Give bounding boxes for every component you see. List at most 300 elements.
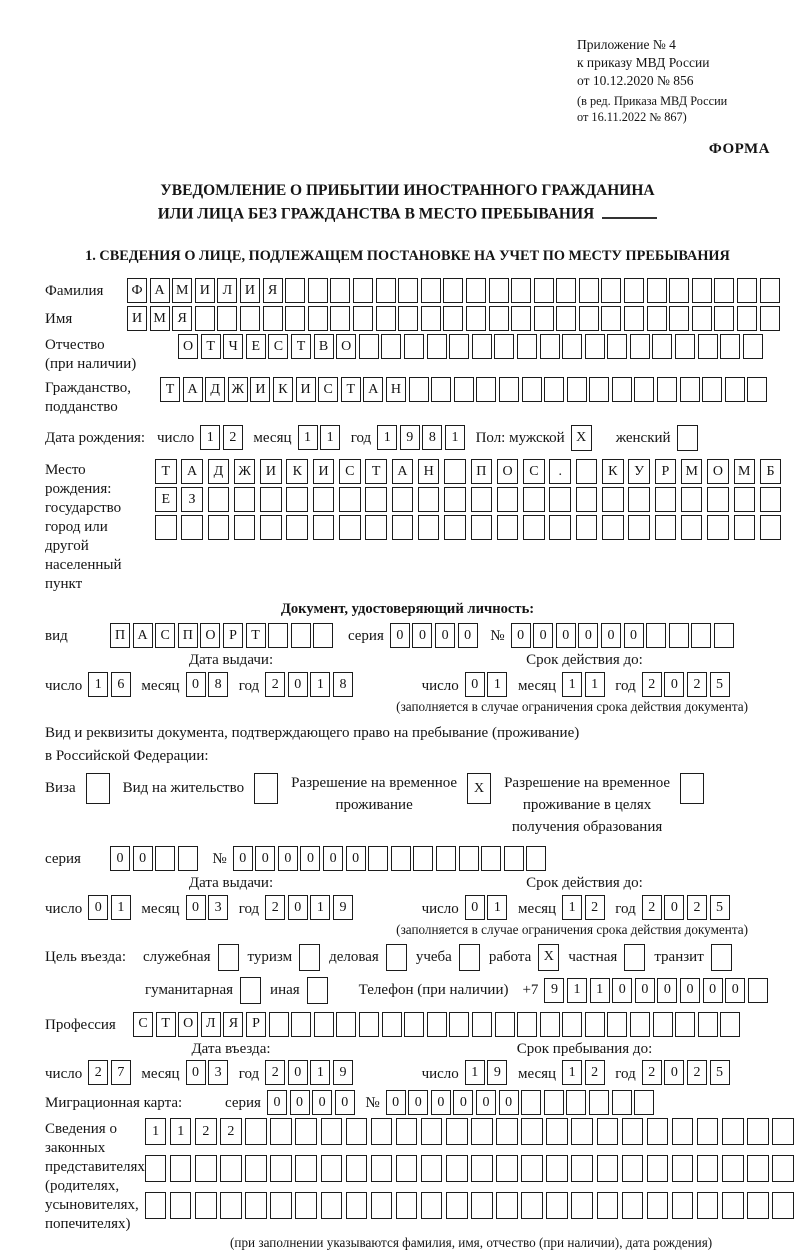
char-box[interactable] <box>511 306 531 331</box>
char-box[interactable] <box>622 1118 644 1145</box>
char-box[interactable]: 5 <box>710 1060 730 1085</box>
char-box[interactable]: Я <box>263 278 283 303</box>
char-box[interactable]: 1 <box>145 1118 167 1145</box>
char-box[interactable] <box>630 334 650 359</box>
char-box[interactable] <box>368 846 388 871</box>
char-box[interactable] <box>544 377 564 402</box>
char-box[interactable]: Р <box>246 1012 266 1037</box>
char-box[interactable] <box>396 1155 418 1182</box>
char-box[interactable] <box>353 278 373 303</box>
char-box[interactable] <box>353 306 373 331</box>
char-box[interactable] <box>195 1155 217 1182</box>
char-box[interactable]: 1 <box>445 425 465 450</box>
char-box[interactable] <box>291 1012 311 1037</box>
char-box[interactable] <box>471 1192 493 1219</box>
char-box[interactable]: 9 <box>487 1060 507 1085</box>
char-box[interactable]: 2 <box>223 425 243 450</box>
char-box[interactable]: 6 <box>111 672 131 697</box>
char-box[interactable]: 1 <box>88 672 108 697</box>
char-box[interactable] <box>743 334 763 359</box>
char-box[interactable] <box>376 306 396 331</box>
char-box[interactable]: 0 <box>386 1090 406 1115</box>
char-box[interactable] <box>381 334 401 359</box>
char-box[interactable] <box>444 459 466 484</box>
char-box[interactable]: 0 <box>431 1090 451 1115</box>
char-box[interactable]: 8 <box>333 672 353 697</box>
char-box[interactable] <box>295 1118 317 1145</box>
char-box[interactable] <box>523 515 545 540</box>
char-box[interactable]: Д <box>208 459 230 484</box>
char-box[interactable] <box>772 1192 794 1219</box>
char-box[interactable]: 1 <box>377 425 397 450</box>
char-box[interactable]: И <box>250 377 270 402</box>
char-box[interactable] <box>291 623 311 648</box>
char-box[interactable] <box>443 306 463 331</box>
char-box[interactable]: 0 <box>278 846 298 871</box>
char-box[interactable]: Т <box>291 334 311 359</box>
char-box[interactable] <box>494 334 514 359</box>
char-box[interactable]: С <box>268 334 288 359</box>
char-box[interactable]: О <box>200 623 220 648</box>
char-box[interactable]: 0 <box>556 623 576 648</box>
char-box[interactable] <box>321 1192 343 1219</box>
char-box[interactable] <box>549 515 571 540</box>
char-box[interactable] <box>308 306 328 331</box>
char-box[interactable]: 0 <box>578 623 598 648</box>
char-box[interactable] <box>722 1118 744 1145</box>
char-box[interactable] <box>672 1155 694 1182</box>
char-box[interactable]: Я <box>223 1012 243 1037</box>
char-box[interactable] <box>521 1090 541 1115</box>
char-box[interactable]: С <box>318 377 338 402</box>
char-box[interactable]: 1 <box>487 895 507 920</box>
char-box[interactable] <box>546 1155 568 1182</box>
char-box[interactable]: 0 <box>412 623 432 648</box>
char-box[interactable] <box>170 1192 192 1219</box>
char-box[interactable] <box>472 1012 492 1037</box>
char-box[interactable] <box>579 306 599 331</box>
char-box[interactable]: 0 <box>186 895 206 920</box>
char-box[interactable]: 0 <box>346 846 366 871</box>
char-box[interactable]: Т <box>246 623 266 648</box>
char-box[interactable] <box>443 278 463 303</box>
char-box[interactable] <box>680 377 700 402</box>
char-box[interactable] <box>748 978 768 1003</box>
char-box[interactable] <box>371 1118 393 1145</box>
char-box[interactable] <box>444 487 466 512</box>
char-box[interactable] <box>145 1192 167 1219</box>
option-checkbox[interactable] <box>459 944 480 971</box>
char-box[interactable]: 3 <box>208 895 228 920</box>
char-box[interactable] <box>268 623 288 648</box>
char-box[interactable] <box>404 1012 424 1037</box>
char-box[interactable] <box>544 1090 564 1115</box>
char-box[interactable] <box>339 487 361 512</box>
char-box[interactable] <box>737 278 757 303</box>
char-box[interactable] <box>270 1155 292 1182</box>
char-box[interactable] <box>418 515 440 540</box>
char-box[interactable] <box>647 278 667 303</box>
char-box[interactable]: Н <box>386 377 406 402</box>
char-box[interactable]: К <box>286 459 308 484</box>
char-box[interactable]: М <box>172 278 192 303</box>
char-box[interactable] <box>195 306 215 331</box>
char-box[interactable] <box>396 1118 418 1145</box>
char-box[interactable] <box>449 334 469 359</box>
char-box[interactable] <box>747 377 767 402</box>
char-box[interactable] <box>145 1155 167 1182</box>
char-box[interactable]: 2 <box>265 895 285 920</box>
char-box[interactable] <box>459 846 479 871</box>
char-box[interactable]: 1 <box>465 1060 485 1085</box>
char-box[interactable]: 0 <box>267 1090 287 1115</box>
char-box[interactable]: М <box>734 459 756 484</box>
char-box[interactable] <box>392 487 414 512</box>
char-box[interactable]: 0 <box>133 846 153 871</box>
char-box[interactable] <box>669 306 689 331</box>
char-box[interactable] <box>556 278 576 303</box>
char-box[interactable] <box>669 278 689 303</box>
char-box[interactable] <box>208 515 230 540</box>
char-box[interactable] <box>245 1192 267 1219</box>
char-box[interactable] <box>260 487 282 512</box>
char-box[interactable]: Р <box>223 623 243 648</box>
char-box[interactable]: У <box>628 459 650 484</box>
char-box[interactable] <box>697 1155 719 1182</box>
char-box[interactable] <box>647 1118 669 1145</box>
char-box[interactable] <box>489 306 509 331</box>
char-box[interactable] <box>391 846 411 871</box>
char-box[interactable] <box>436 846 456 871</box>
temp-residence-education-checkbox[interactable] <box>680 773 704 804</box>
char-box[interactable]: 2 <box>195 1118 217 1145</box>
char-box[interactable] <box>655 515 677 540</box>
option-checkbox[interactable]: X <box>538 944 559 971</box>
char-box[interactable] <box>504 846 524 871</box>
char-box[interactable] <box>444 515 466 540</box>
char-box[interactable]: 0 <box>88 895 108 920</box>
char-box[interactable]: 2 <box>687 1060 707 1085</box>
char-box[interactable]: П <box>471 459 493 484</box>
char-box[interactable] <box>622 1155 644 1182</box>
char-box[interactable]: И <box>240 278 260 303</box>
char-box[interactable] <box>576 515 598 540</box>
char-box[interactable] <box>285 306 305 331</box>
char-box[interactable]: Т <box>156 1012 176 1037</box>
char-box[interactable] <box>270 1192 292 1219</box>
char-box[interactable]: М <box>150 306 170 331</box>
char-box[interactable] <box>697 1118 719 1145</box>
char-box[interactable] <box>579 278 599 303</box>
char-box[interactable]: 0 <box>255 846 275 871</box>
char-box[interactable] <box>522 377 542 402</box>
char-box[interactable] <box>760 515 782 540</box>
char-box[interactable] <box>585 334 605 359</box>
char-box[interactable]: 5 <box>710 672 730 697</box>
char-box[interactable]: 0 <box>635 978 655 1003</box>
char-box[interactable] <box>446 1192 468 1219</box>
char-box[interactable]: 7 <box>111 1060 131 1085</box>
residence-permit-checkbox[interactable] <box>254 773 278 804</box>
char-box[interactable] <box>647 1192 669 1219</box>
char-box[interactable] <box>597 1155 619 1182</box>
char-box[interactable]: Р <box>655 459 677 484</box>
char-box[interactable]: 2 <box>585 1060 605 1085</box>
char-box[interactable] <box>681 487 703 512</box>
char-box[interactable] <box>597 1118 619 1145</box>
char-box[interactable]: 0 <box>465 672 485 697</box>
char-box[interactable] <box>471 1155 493 1182</box>
char-box[interactable] <box>521 1155 543 1182</box>
char-box[interactable] <box>270 1118 292 1145</box>
char-box[interactable] <box>589 377 609 402</box>
char-box[interactable] <box>523 487 545 512</box>
char-box[interactable] <box>155 846 175 871</box>
option-checkbox[interactable] <box>711 944 732 971</box>
char-box[interactable] <box>321 1155 343 1182</box>
char-box[interactable]: А <box>392 459 414 484</box>
char-box[interactable] <box>376 278 396 303</box>
char-box[interactable] <box>446 1155 468 1182</box>
visa-checkbox[interactable] <box>86 773 110 804</box>
char-box[interactable] <box>681 515 703 540</box>
char-box[interactable]: 2 <box>642 1060 662 1085</box>
char-box[interactable] <box>624 306 644 331</box>
char-box[interactable] <box>208 487 230 512</box>
char-box[interactable] <box>562 1012 582 1037</box>
char-box[interactable]: 1 <box>320 425 340 450</box>
char-box[interactable] <box>628 487 650 512</box>
char-box[interactable]: 2 <box>220 1118 242 1145</box>
char-box[interactable]: 0 <box>288 1060 308 1085</box>
char-box[interactable]: 8 <box>208 672 228 697</box>
char-box[interactable]: 0 <box>186 672 206 697</box>
char-box[interactable]: 2 <box>265 672 285 697</box>
char-box[interactable] <box>760 278 780 303</box>
char-box[interactable] <box>286 515 308 540</box>
male-checkbox[interactable]: X <box>571 425 592 451</box>
char-box[interactable] <box>472 334 492 359</box>
char-box[interactable]: С <box>339 459 361 484</box>
char-box[interactable] <box>321 1118 343 1145</box>
char-box[interactable]: 1 <box>590 978 610 1003</box>
char-box[interactable]: 8 <box>422 425 442 450</box>
char-box[interactable]: 0 <box>288 672 308 697</box>
char-box[interactable]: 1 <box>487 672 507 697</box>
char-box[interactable] <box>549 487 571 512</box>
char-box[interactable] <box>499 377 519 402</box>
char-box[interactable] <box>647 306 667 331</box>
char-box[interactable] <box>698 1012 718 1037</box>
char-box[interactable]: С <box>133 1012 153 1037</box>
char-box[interactable] <box>449 1012 469 1037</box>
char-box[interactable]: Т <box>365 459 387 484</box>
char-box[interactable] <box>404 334 424 359</box>
char-box[interactable] <box>601 306 621 331</box>
char-box[interactable] <box>747 1155 769 1182</box>
char-box[interactable] <box>546 1192 568 1219</box>
char-box[interactable] <box>714 278 734 303</box>
char-box[interactable] <box>672 1192 694 1219</box>
char-box[interactable] <box>607 334 627 359</box>
char-box[interactable]: 0 <box>601 623 621 648</box>
char-box[interactable] <box>454 377 474 402</box>
char-box[interactable]: А <box>133 623 153 648</box>
char-box[interactable] <box>692 278 712 303</box>
char-box[interactable]: Ч <box>223 334 243 359</box>
char-box[interactable] <box>220 1192 242 1219</box>
char-box[interactable]: 0 <box>664 672 684 697</box>
char-box[interactable] <box>655 487 677 512</box>
char-box[interactable] <box>760 487 782 512</box>
char-box[interactable]: С <box>523 459 545 484</box>
char-box[interactable] <box>657 377 677 402</box>
char-box[interactable]: П <box>178 623 198 648</box>
char-box[interactable]: 2 <box>88 1060 108 1085</box>
char-box[interactable] <box>602 487 624 512</box>
char-box[interactable]: К <box>602 459 624 484</box>
char-box[interactable] <box>245 1118 267 1145</box>
char-box[interactable] <box>534 306 554 331</box>
char-box[interactable]: 0 <box>465 895 485 920</box>
char-box[interactable] <box>496 1192 518 1219</box>
char-box[interactable]: Т <box>341 377 361 402</box>
char-box[interactable]: 9 <box>333 1060 353 1085</box>
char-box[interactable]: Л <box>201 1012 221 1037</box>
char-box[interactable] <box>634 1090 654 1115</box>
char-box[interactable]: И <box>195 278 215 303</box>
char-box[interactable]: 2 <box>687 672 707 697</box>
char-box[interactable] <box>313 623 333 648</box>
char-box[interactable] <box>772 1155 794 1182</box>
char-box[interactable] <box>330 306 350 331</box>
char-box[interactable]: 0 <box>390 623 410 648</box>
char-box[interactable] <box>170 1155 192 1182</box>
char-box[interactable]: О <box>497 459 519 484</box>
char-box[interactable]: О <box>178 1012 198 1037</box>
char-box[interactable] <box>181 515 203 540</box>
char-box[interactable] <box>714 306 734 331</box>
char-box[interactable] <box>702 377 722 402</box>
char-box[interactable]: К <box>273 377 293 402</box>
char-box[interactable] <box>589 1090 609 1115</box>
char-box[interactable]: 0 <box>624 623 644 648</box>
char-box[interactable]: 0 <box>312 1090 332 1115</box>
option-checkbox[interactable] <box>240 977 261 1004</box>
char-box[interactable] <box>346 1192 368 1219</box>
char-box[interactable]: 2 <box>642 895 662 920</box>
char-box[interactable] <box>365 515 387 540</box>
char-box[interactable] <box>707 515 729 540</box>
char-box[interactable]: П <box>110 623 130 648</box>
char-box[interactable] <box>359 1012 379 1037</box>
char-box[interactable] <box>421 306 441 331</box>
char-box[interactable]: В <box>314 334 334 359</box>
char-box[interactable]: 9 <box>400 425 420 450</box>
char-box[interactable] <box>178 846 198 871</box>
char-box[interactable] <box>534 278 554 303</box>
char-box[interactable] <box>540 1012 560 1037</box>
char-box[interactable] <box>346 1155 368 1182</box>
char-box[interactable] <box>421 1118 443 1145</box>
char-box[interactable]: Е <box>155 487 177 512</box>
char-box[interactable] <box>195 1192 217 1219</box>
char-box[interactable] <box>612 1090 632 1115</box>
char-box[interactable] <box>339 515 361 540</box>
char-box[interactable] <box>495 1012 515 1037</box>
char-box[interactable]: 0 <box>300 846 320 871</box>
char-box[interactable] <box>722 1192 744 1219</box>
char-box[interactable]: 1 <box>298 425 318 450</box>
char-box[interactable] <box>431 377 451 402</box>
char-box[interactable] <box>234 515 256 540</box>
char-box[interactable] <box>245 1155 267 1182</box>
char-box[interactable] <box>511 278 531 303</box>
char-box[interactable]: О <box>707 459 729 484</box>
char-box[interactable]: 0 <box>458 623 478 648</box>
char-box[interactable] <box>496 1118 518 1145</box>
char-box[interactable] <box>526 846 546 871</box>
char-box[interactable] <box>398 278 418 303</box>
char-box[interactable] <box>646 623 666 648</box>
char-box[interactable] <box>647 1155 669 1182</box>
char-box[interactable] <box>392 515 414 540</box>
char-box[interactable]: 0 <box>664 895 684 920</box>
char-box[interactable] <box>622 1192 644 1219</box>
char-box[interactable] <box>418 487 440 512</box>
char-box[interactable] <box>396 1192 418 1219</box>
char-box[interactable]: 2 <box>687 895 707 920</box>
char-box[interactable] <box>371 1155 393 1182</box>
char-box[interactable] <box>722 1155 744 1182</box>
char-box[interactable] <box>220 1155 242 1182</box>
char-box[interactable] <box>446 1118 468 1145</box>
char-box[interactable] <box>720 1012 740 1037</box>
char-box[interactable] <box>496 1155 518 1182</box>
char-box[interactable] <box>521 1192 543 1219</box>
char-box[interactable] <box>330 278 350 303</box>
char-box[interactable] <box>672 1118 694 1145</box>
char-box[interactable]: 0 <box>435 623 455 648</box>
char-box[interactable]: 0 <box>680 978 700 1003</box>
char-box[interactable] <box>567 377 587 402</box>
char-box[interactable] <box>697 1192 719 1219</box>
char-box[interactable]: 0 <box>725 978 745 1003</box>
char-box[interactable]: О <box>336 334 356 359</box>
char-box[interactable] <box>675 1012 695 1037</box>
option-checkbox[interactable] <box>307 977 328 1004</box>
char-box[interactable] <box>556 306 576 331</box>
option-checkbox[interactable] <box>299 944 320 971</box>
char-box[interactable] <box>359 334 379 359</box>
char-box[interactable] <box>476 377 496 402</box>
female-checkbox[interactable] <box>677 425 698 451</box>
char-box[interactable]: 1 <box>310 672 330 697</box>
char-box[interactable] <box>546 1118 568 1145</box>
char-box[interactable] <box>517 1012 537 1037</box>
char-box[interactable] <box>698 334 718 359</box>
char-box[interactable] <box>612 377 632 402</box>
char-box[interactable] <box>521 1118 543 1145</box>
char-box[interactable]: А <box>363 377 383 402</box>
char-box[interactable] <box>737 306 757 331</box>
char-box[interactable] <box>346 1118 368 1145</box>
char-box[interactable]: Е <box>246 334 266 359</box>
char-box[interactable] <box>747 1118 769 1145</box>
char-box[interactable]: И <box>296 377 316 402</box>
char-box[interactable] <box>313 515 335 540</box>
char-box[interactable]: 0 <box>499 1090 519 1115</box>
